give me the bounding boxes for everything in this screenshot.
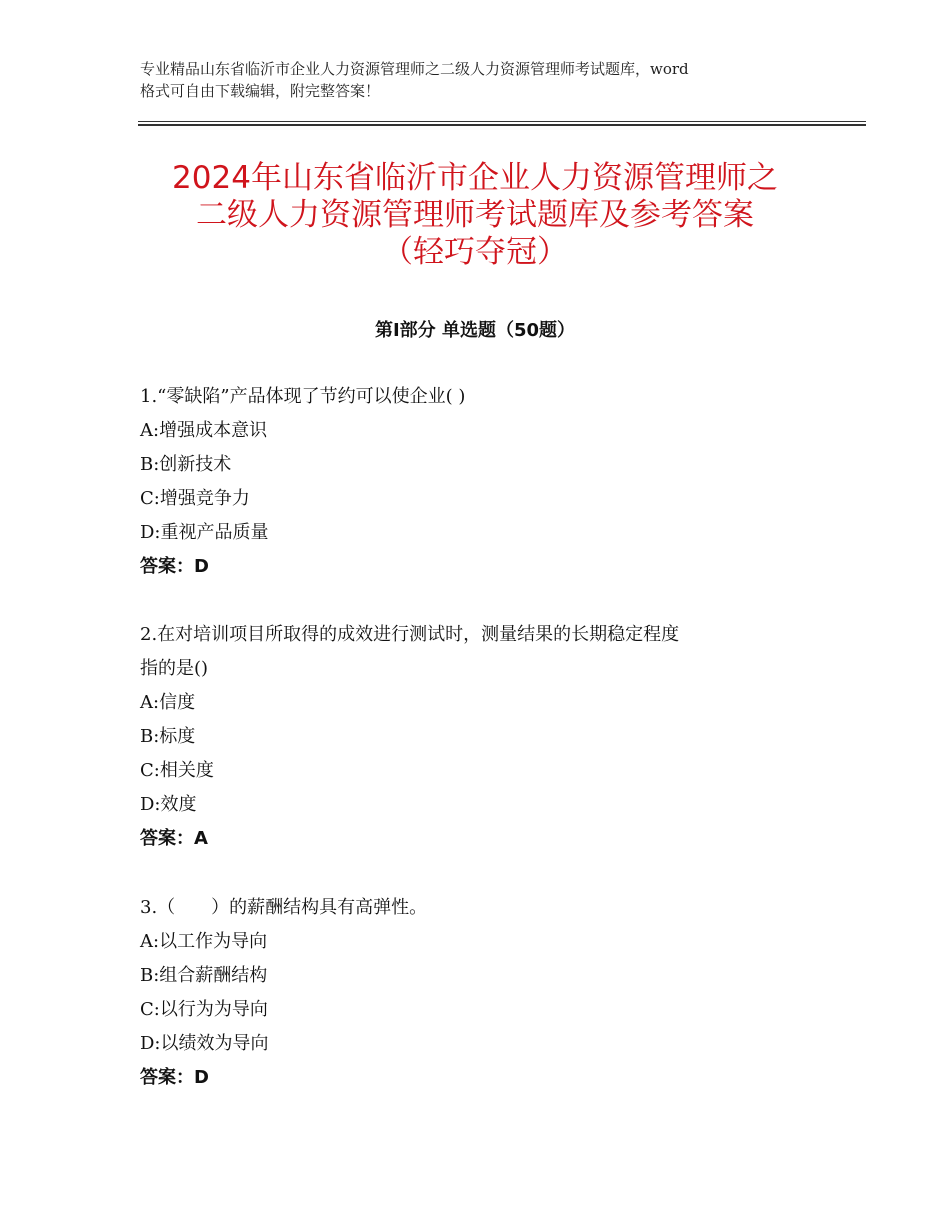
option-c: C:增强竞争力 <box>140 488 250 509</box>
question-stem: 3.（ ）的薪酬结构具有高弹性。 <box>140 897 428 918</box>
question-2 <box>140 618 830 856</box>
question-stem: 2.在对培训项目所取得的成效进行测试时，测量结果的长期稳定程度 <box>140 624 680 645</box>
option-d: D:以绩效为导向 <box>140 1033 269 1054</box>
option-c: C:以行为为导向 <box>140 999 268 1020</box>
option-d: D:效度 <box>140 794 197 815</box>
option-a: A:增强成本意识 <box>140 420 268 441</box>
header-note-line2: 格式可自由下载编辑，附完整答案！ <box>140 82 381 100</box>
option-a: A:信度 <box>140 692 196 713</box>
section-heading: 第Ⅰ部分 单选题（50题） <box>374 320 575 341</box>
header-note <box>140 58 830 102</box>
option-a: A:以工作为导向 <box>140 931 268 952</box>
option-b: B:创新技术 <box>140 454 232 475</box>
answer: 答案：D <box>140 1067 209 1088</box>
option-d: D:重视产品质量 <box>140 522 269 543</box>
title-line1: 2024年山东省临沂市企业人力资源管理师之 <box>172 160 778 196</box>
title-line3: （轻巧夺冠） <box>382 234 568 270</box>
header-note-line1: 专业精品山东省临沂市企业人力资源管理师之二级人力资源管理师考试题库，word <box>140 60 689 78</box>
answer: 答案：D <box>140 556 209 577</box>
title-line2: 二级人力资源管理师考试题库及参考答案 <box>196 197 754 233</box>
option-c: C:相关度 <box>140 760 214 781</box>
question-stem: 1.“零缺陷”产品体现了节约可以使企业( ) <box>140 386 466 407</box>
header-rule-thick <box>138 124 866 126</box>
question-3 <box>140 891 830 1095</box>
option-b: B:标度 <box>140 726 196 747</box>
question-stem-cont: 指的是() <box>140 658 209 679</box>
question-1 <box>140 380 830 584</box>
header-rule-thin <box>138 121 866 122</box>
answer: 答案：A <box>140 828 208 849</box>
document-title <box>100 160 850 271</box>
option-b: B:组合薪酬结构 <box>140 965 268 986</box>
